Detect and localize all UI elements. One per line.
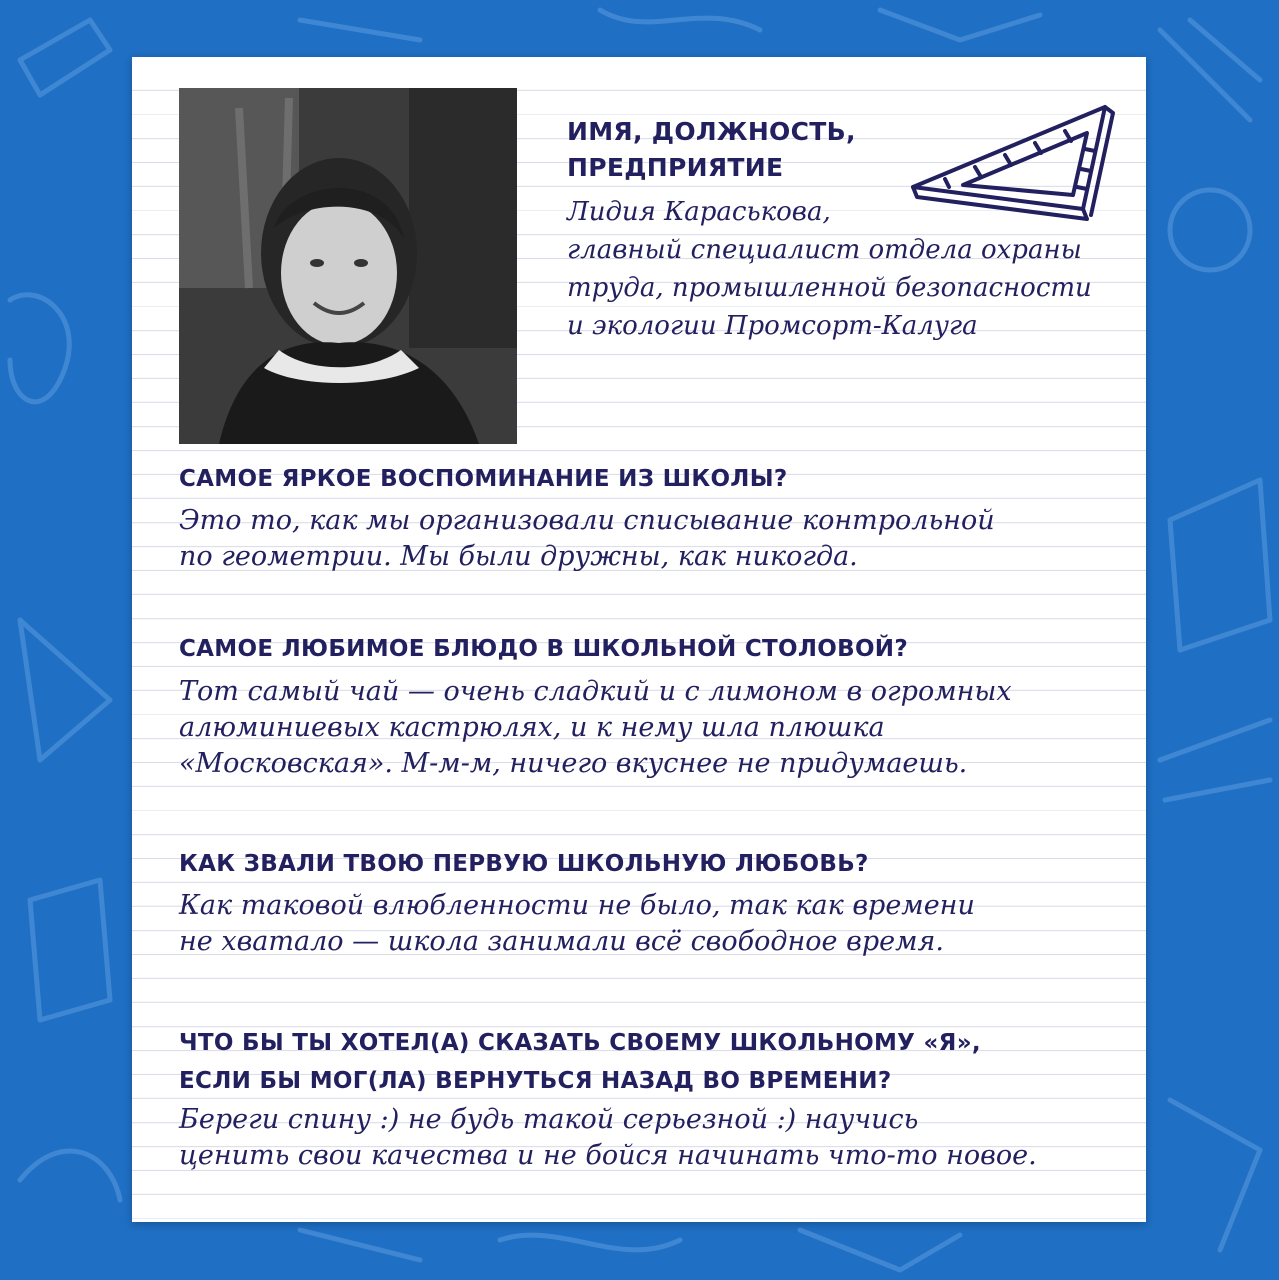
triangle-ruler-icon [905, 97, 1125, 227]
answer-2: Тот самый чай — очень сладкий и с лимоном в огромных алюминиевых кастрюлях, и к нему шла плюшка «Московская». М-м-м, ничего вкуснее не придумаешь. [179, 676, 1012, 779]
header-answer: Лидия Караськова, главный специалист отдела охраны труда, промышленной безопасности и экологии Промсорт-Калуга [567, 197, 1092, 341]
portrait-illustration [179, 88, 517, 444]
answer-4: Береги спину :) не будь такой серьезной :) научись ценить свои качества и не бойся начинать что-то новое. [179, 1104, 1037, 1171]
portrait-photo [179, 88, 517, 444]
question-1: САМОЕ ЯРКОЕ ВОСПОМИНАНИЕ ИЗ ШКОЛЫ? [179, 466, 788, 492]
answer-1: Это то, как мы организовали списывание контрольной по геометрии. Мы были дружны, как никогда. [179, 505, 995, 572]
questionnaire-card [132, 57, 1146, 1222]
question-4: ЧТО БЫ ТЫ ХОТЕЛ(А) СКАЗАТЬ СВОЕМУ ШКОЛЬНОМУ «Я», ЕСЛИ БЫ МОГ(ЛА) ВЕРНУТЬСЯ НАЗАД ВО ВРЕМЕНИ? [179, 1030, 981, 1094]
question-2: САМОЕ ЛЮБИМОЕ БЛЮДО В ШКОЛЬНОЙ СТОЛОВОЙ? [179, 636, 908, 662]
answer-3: Как таковой влюбленности не было, так как времени не хватало — школа занимали всё свободное время. [179, 890, 975, 957]
header-question: ИМЯ, ДОЛЖНОСТЬ, ПРЕДПРИЯТИЕ [567, 117, 856, 182]
question-3: КАК ЗВАЛИ ТВОЮ ПЕРВУЮ ШКОЛЬНУЮ ЛЮБОВЬ? [179, 851, 869, 877]
